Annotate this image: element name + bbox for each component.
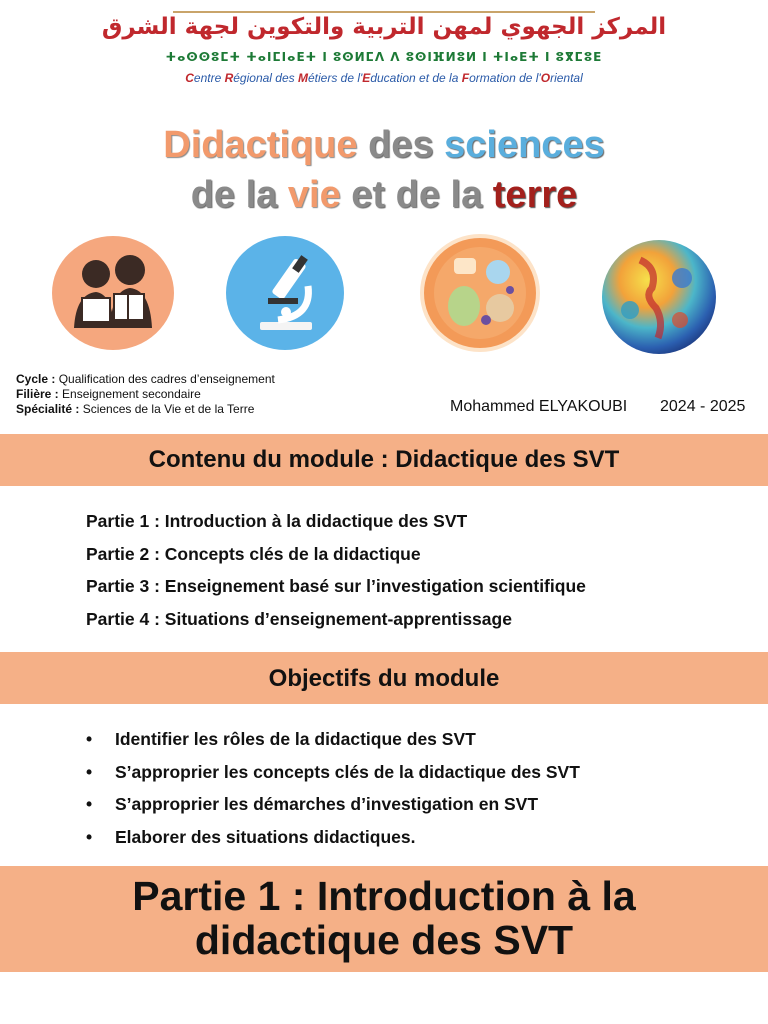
partie-1-title: Partie 1 : Introduction à la didactique des SVT bbox=[0, 866, 768, 972]
course-info bbox=[16, 372, 275, 417]
objectifs-heading: Objectifs du module bbox=[0, 652, 768, 704]
parts-list bbox=[86, 509, 586, 639]
list-item: • S’approprier les démarches d’investigation en SVT bbox=[86, 794, 539, 814]
bullet-icon: • bbox=[86, 761, 93, 782]
header-rule bbox=[173, 11, 595, 13]
cycle-row: Cycle : Qualification des cadres d’enseignement bbox=[16, 372, 275, 386]
list-item: Partie 4 : Situations d’enseignement-apprentissage bbox=[86, 608, 512, 629]
list-item: • S’approprier les concepts clés de la didactique des SVT bbox=[86, 761, 580, 782]
list-item: • Identifier les rôles de la didactique des SVT bbox=[86, 729, 476, 749]
list-item: Partie 3 : Enseignement basé sur l’investigation scientifique bbox=[86, 576, 586, 596]
institution-french-name: Centre Régional des Métiers de l'Education et de la Formation de l'Oriental bbox=[185, 71, 583, 85]
list-item: Partie 2 : Concepts clés de la didactique bbox=[86, 543, 421, 564]
bullet-icon: • bbox=[86, 729, 93, 749]
filiere-row: Filière : Enseignement secondaire bbox=[16, 387, 201, 401]
bullet-icon: • bbox=[86, 826, 93, 847]
objectives-list bbox=[86, 727, 580, 857]
reading-people-icon bbox=[52, 236, 174, 350]
author-name: Mohammed ELYAKOUBI bbox=[450, 398, 628, 415]
specialite-row: Spécialité : Sciences de la Vie et de la Terre bbox=[16, 402, 255, 416]
institution-arabic-name: المركز الجهوي لمهن التربية والتكوين لجهة الشرق bbox=[101, 14, 667, 40]
contenu-heading: Contenu du module : Didactique des SVT bbox=[0, 434, 768, 486]
microscope-icon bbox=[226, 236, 344, 350]
biology-collage-icon bbox=[420, 234, 540, 352]
main-title-line-1: Didactique des sciences bbox=[163, 124, 605, 166]
main-title-line-2: de la vie et de la terre bbox=[190, 174, 578, 216]
list-item: • Elaborer des situations didactiques. bbox=[86, 826, 416, 847]
institution-tifinagh-name: ⵜⴰⵙⵙⵓⵎⵜ ⵜⴰⵏⵎⵏⴰⴹⵜ ⵏ ⵓⵙⵍⵎⴷ ⴷ ⵓⵙⵏⴼⵍⵓⵍ ⵏ ⵜⵏⴰⴹⵜ ⵏ ⵓⴳⵎⵓⴹ bbox=[165, 50, 603, 64]
academic-year: 2024 - 2025 bbox=[660, 398, 746, 415]
bullet-icon: • bbox=[86, 794, 93, 814]
list-item: Partie 1 : Introduction à la didactique des SVT bbox=[86, 511, 468, 531]
earth-globe-icon bbox=[600, 238, 718, 356]
